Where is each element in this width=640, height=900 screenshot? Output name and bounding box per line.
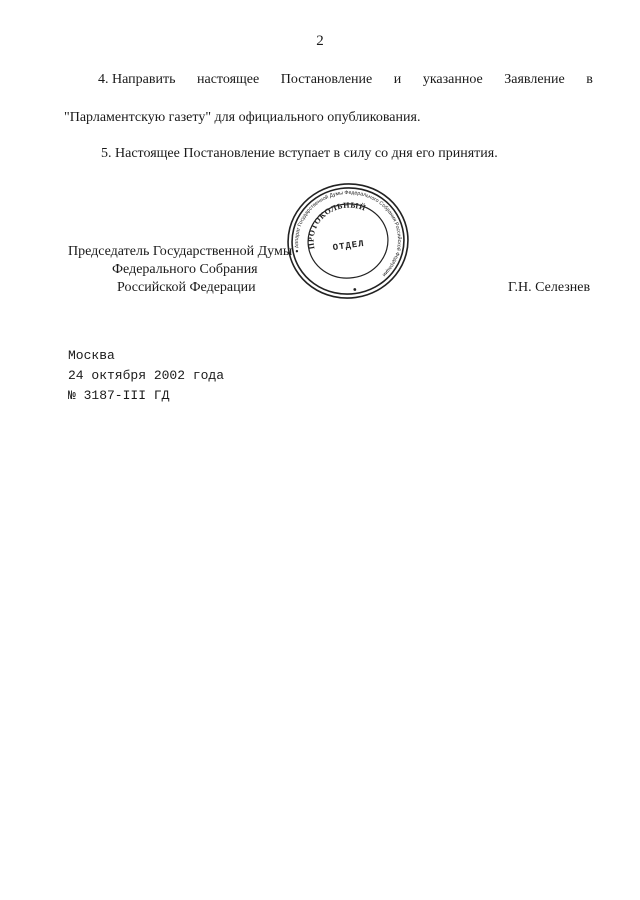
paragraph-4-word: настоящее [196,72,260,87]
signature-title-line-3: Российской Федерации [117,280,256,295]
paragraph-4-word: Постановление [280,72,373,87]
document-date: 24 октября 2002 года [68,368,225,383]
seal-outer-text: Аппарат Государственной Думы Федерального Собрания Российской Федерации [294,189,402,278]
signature-title-line-1: Председатель Государственной Думы [68,244,293,259]
paragraph-4-first-line [98,72,593,88]
seal-dot [353,288,356,291]
signatory-name: Г.Н. Селезнев [508,280,591,295]
signature-title-line-2: Федерального Собрания [112,262,258,277]
paragraph-4-continuation: "Парламентскую газету" для официального опубликования. [64,110,421,125]
paragraph-4-word: и [393,72,402,87]
page-number: 2 [316,33,324,49]
paragraph-4-word: указанное [422,72,483,87]
paragraph-4-word: в [586,72,593,87]
paragraph-4-word: Заявление [504,72,565,87]
document-place: Москва [68,348,115,363]
paragraph-5: 5. Настоящее Постановление вступает в силу со дня его принятия. [101,146,498,161]
seal-inner-text: ПРОТОКОЛЬНЫЙ [306,200,368,250]
seal-center-text: ОТДЕЛ [332,238,366,254]
document-number: № 3187-III ГД [68,388,170,403]
official-seal-stamp [286,182,410,300]
paragraph-4-word: 4. Направить [98,72,176,87]
seal-dot [296,250,299,253]
